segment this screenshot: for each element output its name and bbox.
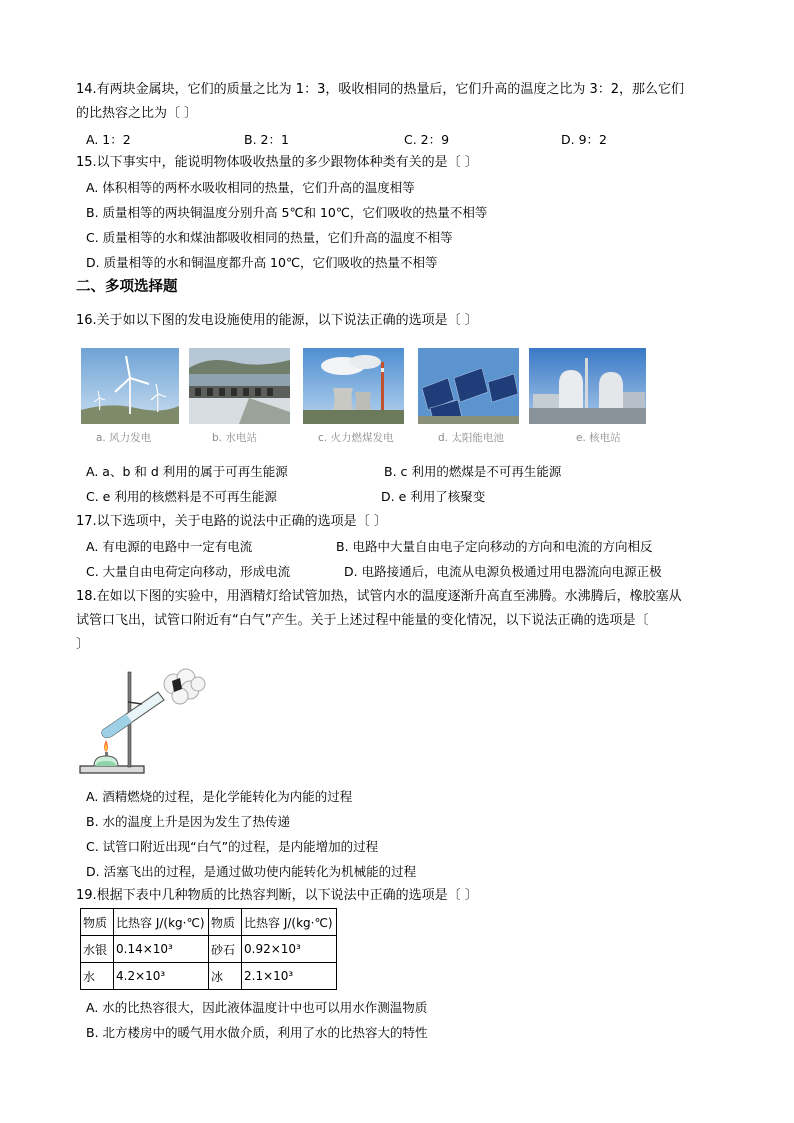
q14-stem-line1: 14.有两块金属块，它们的质量之比为 1：3，吸收相同的热量后，它们升高的温度之比为 3：2，那么它们 bbox=[76, 82, 685, 97]
table-header-cell: 比热容 J/(kg·℃) bbox=[114, 909, 209, 936]
table-header-cell: 物质 bbox=[209, 909, 242, 936]
q17-option-b: B. 电路中大量自由电子定向移动的方向和电流的方向相反 bbox=[336, 539, 653, 554]
test-tube-experiment-illustration bbox=[76, 662, 210, 778]
caption-d: d. 太阳能电池 bbox=[438, 432, 504, 444]
table-cell: 0.14×10³ bbox=[114, 936, 209, 963]
coal-power-plant-photo bbox=[303, 348, 404, 424]
q16-stem: 16.关于如以下图的发电设施使用的能源，以下说法正确的选项是〔 〕 bbox=[76, 313, 478, 328]
table-cell: 砂石 bbox=[209, 936, 242, 963]
q18-option-b: B. 水的温度上升是因为发生了热传递 bbox=[86, 814, 291, 829]
q17-option-c: C. 大量自由电荷定向移动，形成电流 bbox=[86, 564, 291, 579]
table-row bbox=[81, 963, 337, 990]
q17-option-a: A. 有电源的电路中一定有电流 bbox=[86, 539, 253, 554]
q16-option-a: A. a、b 和 d 利用的属于可再生能源 bbox=[86, 464, 288, 479]
table-cell: 冰 bbox=[209, 963, 242, 990]
q19-stem: 19.根据下表中几种物质的比热容判断，以下说法中正确的选项是〔 〕 bbox=[76, 888, 478, 903]
table-cell: 水银 bbox=[81, 936, 114, 963]
specific-heat-table bbox=[80, 908, 337, 990]
table-cell: 水 bbox=[81, 963, 114, 990]
wind-power-photo bbox=[81, 348, 179, 424]
nuclear-power-station-photo bbox=[529, 348, 646, 424]
q14-option-b: B. 2：1 bbox=[244, 132, 289, 147]
table-header-cell: 物质 bbox=[81, 909, 114, 936]
q15-option-d: D. 质量相等的水和铜温度都升高 10℃，它们吸收的热量不相等 bbox=[86, 255, 438, 270]
q15-option-c: C. 质量相等的水和煤油都吸收相同的热量，它们升高的温度不相等 bbox=[86, 230, 453, 245]
caption-a: a. 风力发电 bbox=[96, 432, 152, 444]
q16-option-d: D. e 利用了核聚变 bbox=[381, 489, 486, 504]
table-header-cell: 比热容 J/(kg·℃) bbox=[242, 909, 337, 936]
q17-stem: 17.以下选项中，关于电路的说法中正确的选项是〔 〕 bbox=[76, 514, 387, 529]
q16-option-b: B. c 利用的燃煤是不可再生能源 bbox=[384, 464, 562, 479]
q19-option-b: B. 北方楼房中的暖气用水做介质，利用了水的比热容大的特性 bbox=[86, 1025, 428, 1040]
solar-panel-photo bbox=[418, 348, 519, 424]
q18-option-c: C. 试管口附近出现“白气”的过程，是内能增加的过程 bbox=[86, 839, 379, 854]
q14-option-c: C. 2：9 bbox=[404, 132, 450, 147]
q18-stem-line1: 18.在如以下图的实验中，用酒精灯给试管加热，试管内水的温度逐渐升高直至沸腾。水沸腾后，橡胶塞从 bbox=[76, 589, 682, 604]
table-cell: 0.92×10³ bbox=[242, 936, 337, 963]
section-heading-multiple-choice: 二、多项选择题 bbox=[76, 279, 178, 295]
q14-stem-line2: 的比热容之比为〔 〕 bbox=[76, 106, 198, 121]
q18-option-d: D. 活塞飞出的过程，是通过做功使内能转化为机械能的过程 bbox=[86, 864, 417, 879]
hydropower-station-photo bbox=[189, 348, 290, 424]
q15-option-a: A. 体积相等的两杯水吸收相同的热量，它们升高的温度相等 bbox=[86, 180, 415, 195]
q18-stem-line3: 〕 bbox=[76, 637, 90, 652]
table-row bbox=[81, 936, 337, 963]
caption-c: c. 火力燃煤发电 bbox=[318, 432, 394, 444]
q16-option-c: C. e 利用的核燃料是不可再生能源 bbox=[86, 489, 277, 504]
q18-stem-line2: 试管口飞出，试管口附近有“白气”产生。关于上述过程中能量的变化情况，以下说法正确的选项是〔 bbox=[76, 613, 649, 628]
q15-stem: 15.以下事实中，能说明物体吸收热量的多少跟物体种类有关的是〔 〕 bbox=[76, 155, 478, 170]
q17-option-d: D. 电路接通后，电流从电源负极通过用电器流向电源正极 bbox=[344, 564, 662, 579]
q19-option-a: A. 水的比热容很大，因此液体温度计中也可以用水作测温物质 bbox=[86, 1000, 428, 1015]
q14-option-a: A. 1：2 bbox=[86, 132, 131, 147]
table-cell: 2.1×10³ bbox=[242, 963, 337, 990]
q14-option-d: D. 9：2 bbox=[561, 132, 607, 147]
q15-option-b: B. 质量相等的两块铜温度分别升高 5℃和 10℃，它们吸收的热量不相等 bbox=[86, 205, 488, 220]
caption-b: b. 水电站 bbox=[212, 432, 257, 444]
table-cell: 4.2×10³ bbox=[114, 963, 209, 990]
table-header-row bbox=[81, 909, 337, 936]
q18-option-a: A. 酒精燃烧的过程，是化学能转化为内能的过程 bbox=[86, 789, 353, 804]
caption-e: e. 核电站 bbox=[576, 432, 621, 444]
